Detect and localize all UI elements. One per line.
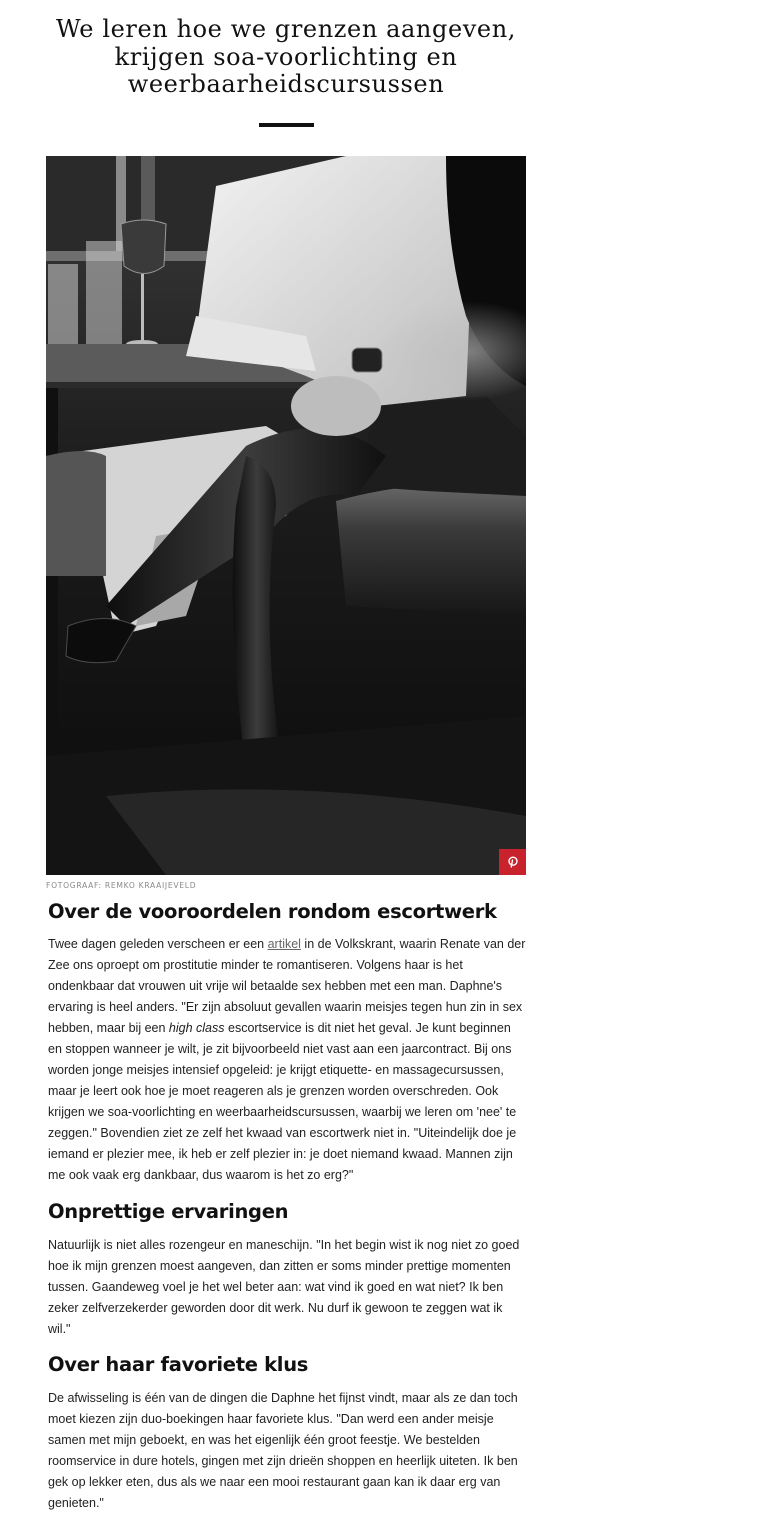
pull-quote — [46, 16, 526, 99]
article-photo — [46, 156, 526, 875]
pull-quote-line: weerbaarheidscursussen — [127, 70, 445, 98]
paragraph-text: Twee dagen geleden verscheen er een — [48, 937, 268, 951]
section-heading: Onprettige ervaringen — [48, 1200, 289, 1223]
article-link[interactable]: artikel — [267, 937, 301, 951]
photo-credit: FOTOGRAAF: REMKO KRAAIJEVELD — [46, 881, 197, 890]
pull-quote-line: We leren hoe we grenzen aangeven, — [55, 15, 516, 43]
section-heading: Over haar favoriete klus — [48, 1353, 309, 1376]
section-heading: Over de vooroordelen rondom escortwerk — [48, 900, 497, 923]
paragraph: De afwisseling is één van de dingen die Daphne het fijnst vindt, maar als ze dan toch moet kiezen zijn duo-boekingen haar favoriete klus. "Dan werd een ander meisje samen met mijn geboekt, en was het eigenlijk één groot feestje. We bestelden roomservice in dure hotels, gingen met zijn drieën shoppen en heerlijk uiteten. Ik ben gek op lekker eten, dus als we naar een mooi restaurant gaan kan ik daar erg van genieten." — [48, 1391, 518, 1510]
pinterest-share-button[interactable] — [499, 849, 526, 875]
pull-quote-divider — [259, 123, 314, 127]
paragraph-text: in de Volkskrant, waarin Renate van der Zee ons oproept om prostitutie minder te romantiseren. Volgens haar is het ondenkbaar dat vrouwen uit vrije wil betaalde sex hebben met een man. Daphne's ervaring is heel anders. "Er zijn absoluut gevallen waarin meisjes tegen hun zin in sex hebben, maar bij een — [48, 937, 526, 1035]
paragraph-text: escortservice is dit niet het geval. Je kunt beginnen en stoppen wanneer je wilt, je zit bijvoorbeeld niet vast aan een jaarcontract. Bij ons worden jonge meisjes intensief opgeleid: je krijgt etiquette- en massagecursussen, maar je leert ook hoe je moet reageren als je grenzen worden overschreden. Ook krijgen we soa-voorlichting en weerbaarheidscursussen, waarbij we leren om 'nee' te zeggen." Bovendien ziet ze zelf het kwaad van escortwerk niet in. "Uiteindelijk doe je iemand er plezier mee, ik heb er zelf plezier in: je doet niemand kwaad. Mannen zijn me ook vaak erg dankbaar, dus waarom is het zo erg?" — [48, 1021, 517, 1182]
photo-illustration — [46, 156, 526, 875]
pinterest-icon — [507, 856, 519, 868]
emphasis-text: high class — [168, 1021, 225, 1035]
paragraph: Natuurlijk is niet alles rozengeur en maneschijn. "In het begin wist ik nog niet zo goed hoe ik mijn grenzen moest aangeven, dan zitten er soms minder prettige momenten tussen. Gaandeweg voel je het wel beter aan: wat vind ik goed en wat niet? Ik ben zeker zelfverzekerder geworden door dit werk. Nu durf ik gewoon te zeggen wat ik wil." — [48, 1238, 520, 1336]
pull-quote-line: krijgen soa-voorlichting en — [114, 42, 458, 71]
paragraph — [48, 934, 528, 1186]
